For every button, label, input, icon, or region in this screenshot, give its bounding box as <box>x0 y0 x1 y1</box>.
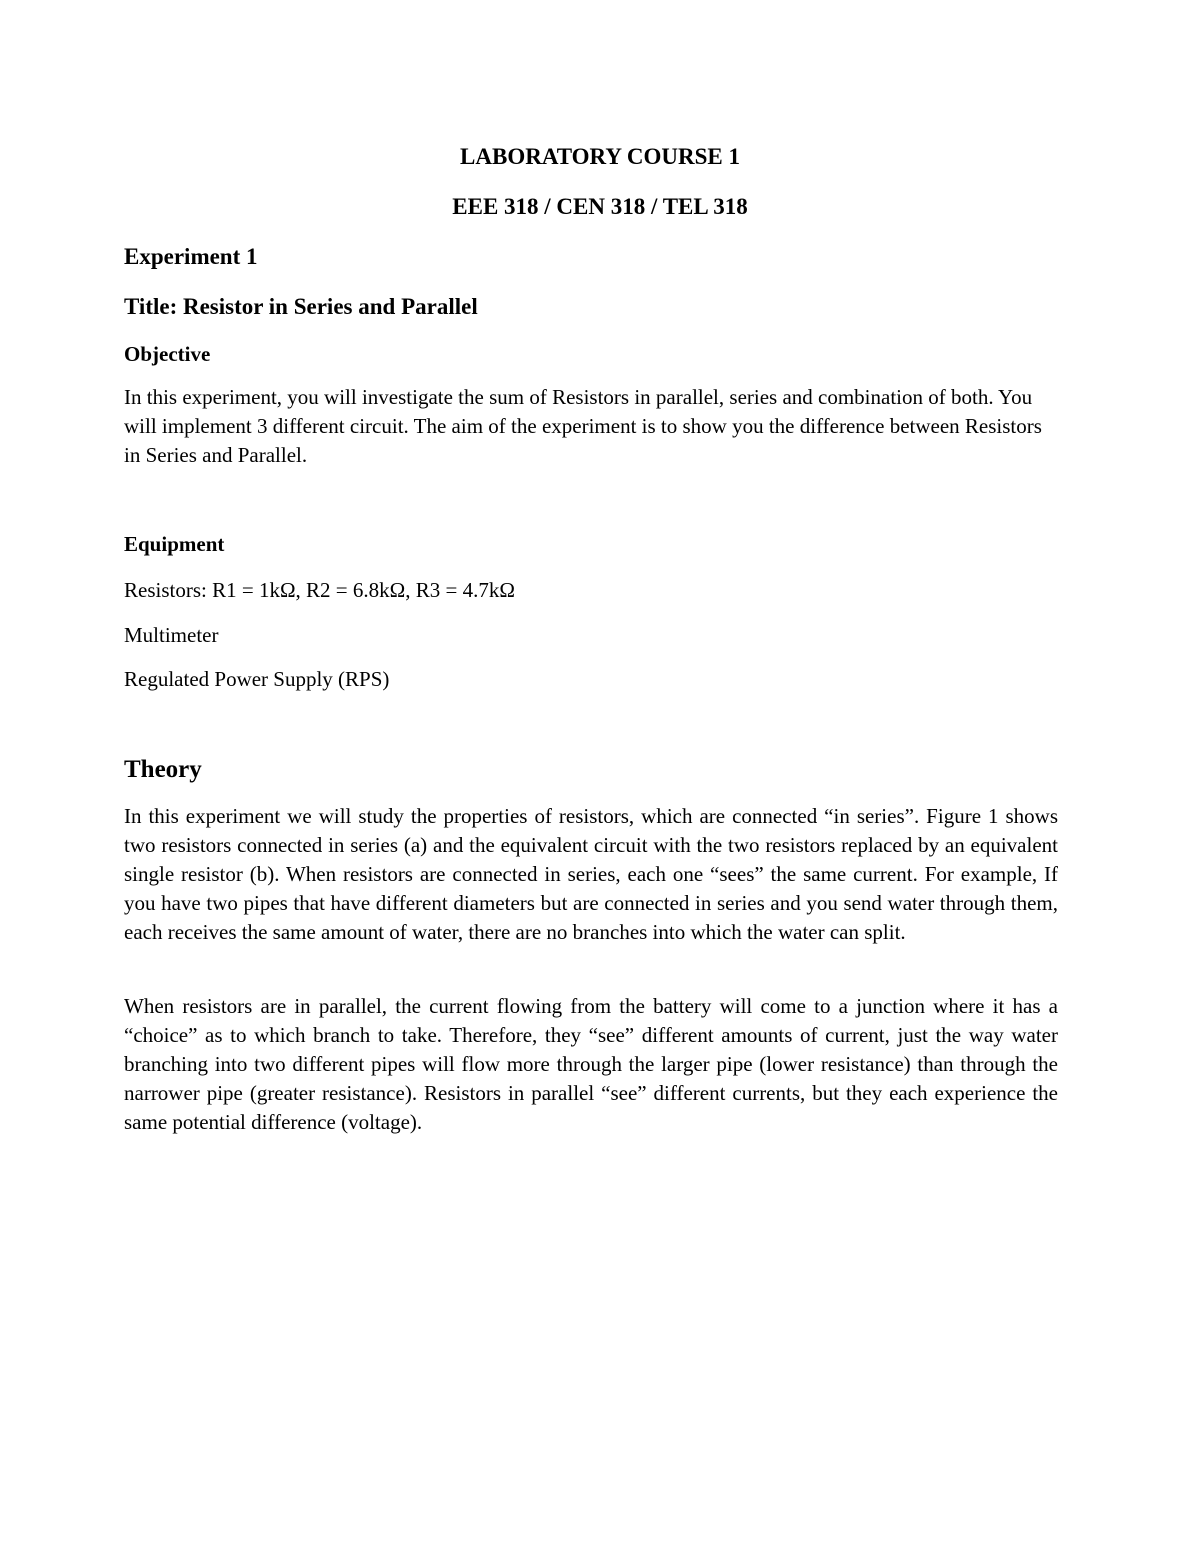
experiment-title: Title: Resistor in Series and Parallel <box>124 294 478 319</box>
equipment-heading: Equipment <box>124 532 225 556</box>
equipment-item-power-supply: Regulated Power Supply (RPS) <box>124 667 390 691</box>
objective-text: In this experiment, you will investigate the sum of Resistors in parallel, series and combination of both. You will implement 3 different circuit. The aim of the experiment is to show you the difference between Resistors in Series and Parallel. <box>124 385 1042 467</box>
experiment-label: Experiment 1 <box>124 244 258 269</box>
theory-heading: Theory <box>124 756 202 783</box>
course-title: LABORATORY COURSE 1 <box>460 144 740 169</box>
equipment-item-resistors: Resistors: R1 = 1kΩ, R2 = 6.8kΩ, R3 = 4.7kΩ <box>124 578 515 602</box>
equipment-item-multimeter: Multimeter <box>124 623 219 647</box>
theory-paragraph: In this experiment we will study the properties of resistors, which are connected “in series”. Figure 1 shows two resistors connected in series (a) and the equivalent circuit with the two resistors replaced by an equivalent single resistor (b). When resistors are connected in series, each one “sees” the same current. For example, If you have two pipes that have different diameters but are connected in series and you send water through them, each receives the same amount of water, there are no branches into which the water can split. <box>124 804 1058 944</box>
theory-paragraph: When resistors are in parallel, the current flowing from the battery will come to a junction where it has a “choice” as to which branch to take. Therefore, they “see” different amounts of current, just the way water branching into two different pipes will flow more through the larger pipe (lower resistance) than through the narrower pipe (greater resistance). Resistors in parallel “see” different currents, but they each experience the same potential difference (voltage). <box>124 994 1058 1134</box>
objective-heading: Objective <box>124 342 211 366</box>
course-codes: EEE 318 / CEN 318 / TEL 318 <box>452 194 748 219</box>
